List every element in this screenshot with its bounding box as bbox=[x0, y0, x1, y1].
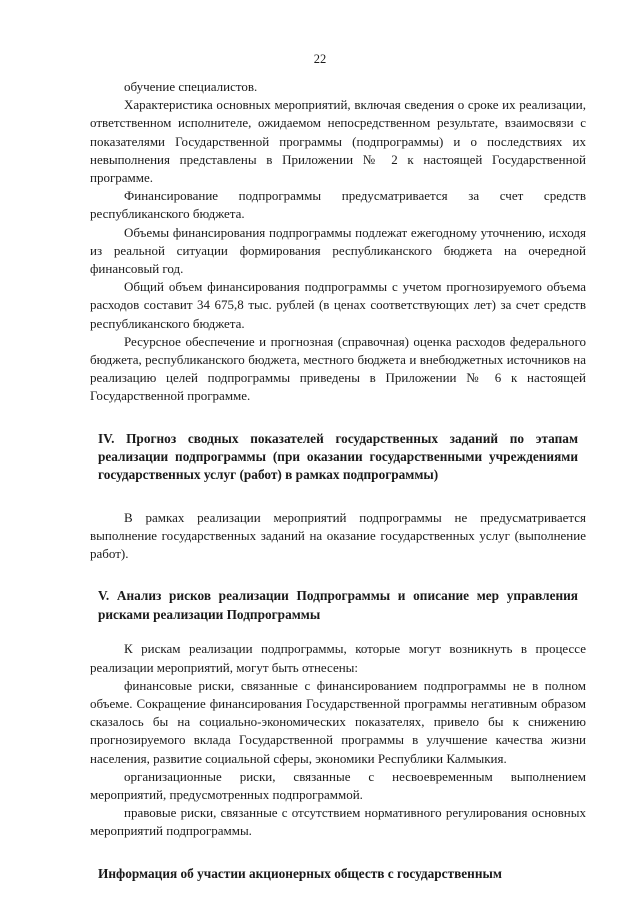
paragraph: В рамках реализации мероприятий подпрограммы не предусматривается выполнение государственных заданий на оказание государственных услуг (выполнение работ). bbox=[90, 509, 586, 562]
paragraph: организационные риски, связанные с несвоевременным выполнением мероприятий, предусмотренных подпрограммой. bbox=[90, 768, 586, 802]
section-heading-next: Информация об участии акционерных обществ с государственным bbox=[98, 865, 502, 881]
paragraph: Ресурсное обеспечение и прогнозная (справочная) оценка расходов федерального бюджета, республиканского бюджета, местного бюджета и внебюджетных источников на реализацию целей подпрограммы приведены в Приложении № 6 к настоящей Государственной программе. bbox=[90, 333, 586, 404]
paragraph: Объемы финансирования подпрограммы подлежат ежегодному уточнению, исходя из реальной ситуации формирования республиканского бюджета на очередной финансовый год. bbox=[90, 224, 586, 277]
paragraph: Характеристика основных мероприятий, включая сведения о сроке их реализации, ответственном исполнителе, ожидаемом непосредственном результате, взаимосвязи с показателями Государственной программы (подпрограммы) и о последствиях их невыполнения представлены в Приложении № 2 к настоящей Государственной программе. bbox=[90, 97, 586, 186]
paragraph: Финансирование подпрограммы предусматривается за счет средств республиканского бюджета. bbox=[90, 188, 586, 222]
paragraph: обучение специалистов. bbox=[124, 79, 258, 94]
page-number: 22 bbox=[313, 52, 327, 66]
paragraph: Общий объем финансирования подпрограммы с учетом прогнозируемого объема расходов составит 34 675,8 тыс. рублей (в ценах соответствующих лет) за счет средств республиканского бюджета. bbox=[90, 279, 586, 331]
paragraph: К рискам реализации подпрограммы, которые могут возникнуть в процессе реализации мероприятий, могут быть отнесены: bbox=[90, 641, 586, 675]
document-body bbox=[90, 78, 586, 883]
section-heading-iv: IV. Прогноз сводных показателей государственных заданий по этапам реализации подпрограммы (при оказании государственными учреждениями государственных услуг (работ) в рамках подпрограммы) bbox=[98, 430, 578, 483]
paragraph: правовые риски, связанные с отсутствием нормативного регулирования основных мероприятий подпрограммы. bbox=[90, 805, 586, 839]
paragraph: финансовые риски, связанные с финансированием подпрограммы не в полном объеме. Сокращение финансирования Государственной программы негативным образом сказалось бы на социально-экономических показателях, привело бы к снижению прогнозируемого вклада Государственной программы в улучшение качества жизни населения, развитие социальной сферы, экономики Республики Калмыкия. bbox=[90, 677, 586, 766]
section-heading-v: V. Анализ рисков реализации Подпрограммы и описание мер управления рисками реализации Подпрограммы bbox=[98, 588, 578, 622]
